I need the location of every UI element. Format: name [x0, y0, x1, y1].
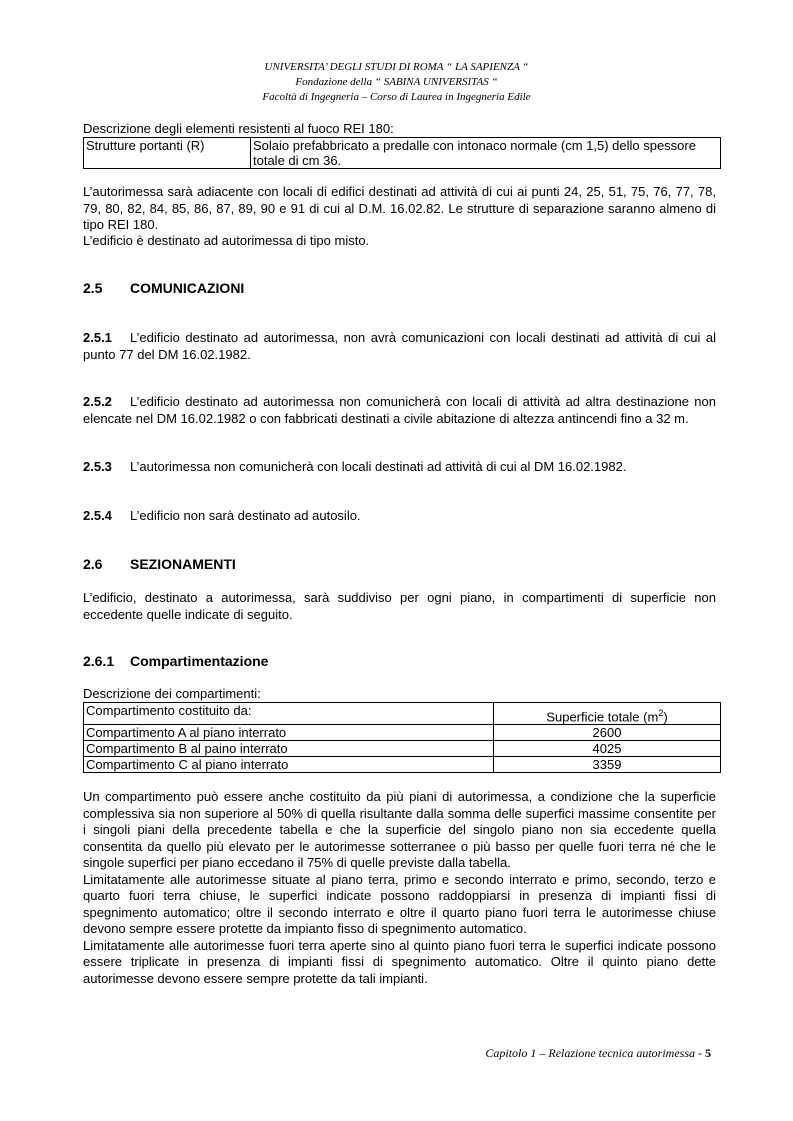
section-number: 2.5: [83, 280, 103, 296]
subsection-text: L’edificio destinato ad autorimessa non comunicherà con locali di attività ad altra destinazione non elencate nel DM 16.02.1982 o con fabbricati destinati a civile abitazione di altezza antincendi fino a 32 m.: [83, 394, 716, 426]
header-university: UNIVERSITA’ DEGLI STUDI DI ROMA “ LA SAPIENZA “: [264, 61, 529, 73]
subsection-text: L’edificio non sarà destinato ad autosilo.: [130, 508, 361, 523]
rei-table: [83, 137, 721, 169]
subsection-number: 2.5.1: [83, 330, 112, 345]
subsection-text: L’autorimessa non comunicherà con locali destinati ad attività di cui al DM 16.02.1982.: [130, 459, 627, 474]
column-header-compartment: Compartimento costituito da:: [84, 703, 494, 725]
compartment-name: Compartimento A al piano interrato: [84, 725, 494, 741]
body-paragraph-2: Limitatamente alle autorimesse situate al piano terra, primo e secondo interrato e primo, secondo, terzo e quarto fuori terra chiuse, le superfici indicate possono raddoppiarsi in presenza di impianti fissi di spegnimento automatico; oltre il secondo interrato e oltre il quarto piano fuori terra le autorimesse chiuse devono sempre essere protette da impianto fisso di spegnimento automatico.: [83, 871, 716, 936]
page-footer: [485, 1046, 711, 1061]
header-foundation: Fondazione della “ SABINA UNIVERSITAS “: [295, 76, 498, 88]
subsection-2-5-4: [83, 508, 716, 525]
compartment-area: 2600: [494, 725, 721, 741]
intro-paragraph-2: L’edificio è destinato ad autorimessa di tipo misto.: [83, 233, 370, 248]
section-number: 2.6.1: [83, 653, 115, 669]
section-2-6-paragraph: L’edificio, destinato a autorimessa, sarà suddiviso per ogni piano, in compartimenti di superficie non eccedente quelle indicate di seguito.: [83, 590, 716, 622]
rei-value-cell: Solaio prefabbricato a predalle con intonaco normale (cm 1,5) dello spessore totale di cm 36.: [251, 138, 721, 169]
subsection-2-5-2: [83, 394, 716, 427]
column-header-area: Superficie totale $(m^2)$: [494, 703, 721, 725]
table-header-row: [84, 703, 721, 725]
body-paragraph-3: Limitatamente alle autorimesse fuori terra aperte sino al quinto piano fuori terra le superfici indicate possono essere triplicate in presenza di impianti fissi di spegnimento automatico. Oltre il quinto piano dette autorimesse devono essere sempre protette da tali impianti.: [83, 937, 716, 986]
subsection-text: L’edificio destinato ad autorimessa, non avrà comunicazioni con locali destinati ad attività di cui al punto 77 del DM 16.02.1982.: [83, 330, 716, 362]
section-heading-2-6: [83, 556, 236, 572]
subsection-2-5-1: [83, 330, 716, 363]
header-faculty: Facoltà di Ingegneria – Corso di Laurea in Ingegneria Edile: [262, 91, 531, 103]
rei-caption: Descrizione degli elementi resistenti al fuoco REI 180:: [83, 121, 394, 136]
table-row: [84, 757, 721, 773]
section-title: COMUNICAZIONI: [130, 280, 245, 296]
subsection-number: 2.5.4: [83, 508, 112, 523]
compartments-table: [83, 702, 721, 773]
body-text: [83, 789, 716, 987]
section-title: SEZIONAMENTI: [130, 556, 236, 572]
page-number: 5: [705, 1046, 711, 1060]
compartment-name: Compartimento C al piano interrato: [84, 757, 494, 773]
compartments-caption: Descrizione dei compartimenti:: [83, 686, 261, 701]
section-heading-2-5: [83, 280, 244, 296]
section-heading-2-6-1: [83, 653, 268, 669]
compartment-area: 3359: [494, 757, 721, 773]
body-paragraph-1: Un compartimento può essere anche costituito da più piani di autorimessa, a condizione che la superficie complessiva sia non superiore al 50% di quella risultante dalla somma delle superfici massime consentite per i singoli piani della precedente tabella e che la superficie del singolo piano non sia eccedente quella consentita da quello più elevato per le autorimesse sotterranee o più basso per quelle fuori terra né che le singole superfici per piano eccedano il 75% di quelle previste dalla tabella.: [83, 789, 716, 870]
footer-chapter: Capitolo 1 – Relazione tecnica autorimessa -: [485, 1046, 705, 1060]
section-title: Compartimentazione: [130, 653, 269, 669]
compartment-name: Compartimento B al paino interrato: [84, 741, 494, 757]
table-row: [84, 725, 721, 741]
subsection-2-5-3: [83, 459, 716, 476]
section-number: 2.6: [83, 556, 103, 572]
intro-paragraph: L’autorimessa sarà adiacente con locali di edifici destinati ad attività di cui ai punti 24, 25, 51, 75, 76, 77, 78, 79, 80, 82, 84, 85, 86, 87, 89, 90 e 91 di cui al D.M. 16.02.82. Le strutture di separazione saranno almeno di tipo REI 180.: [83, 184, 716, 232]
table-row: [84, 741, 721, 757]
rei-label-cell: Strutture portanti (R): [84, 138, 251, 169]
compartment-area: 4025: [494, 741, 721, 757]
table-row: [84, 138, 721, 169]
subsection-number: 2.5.2: [83, 394, 112, 409]
subsection-number: 2.5.3: [83, 459, 112, 474]
